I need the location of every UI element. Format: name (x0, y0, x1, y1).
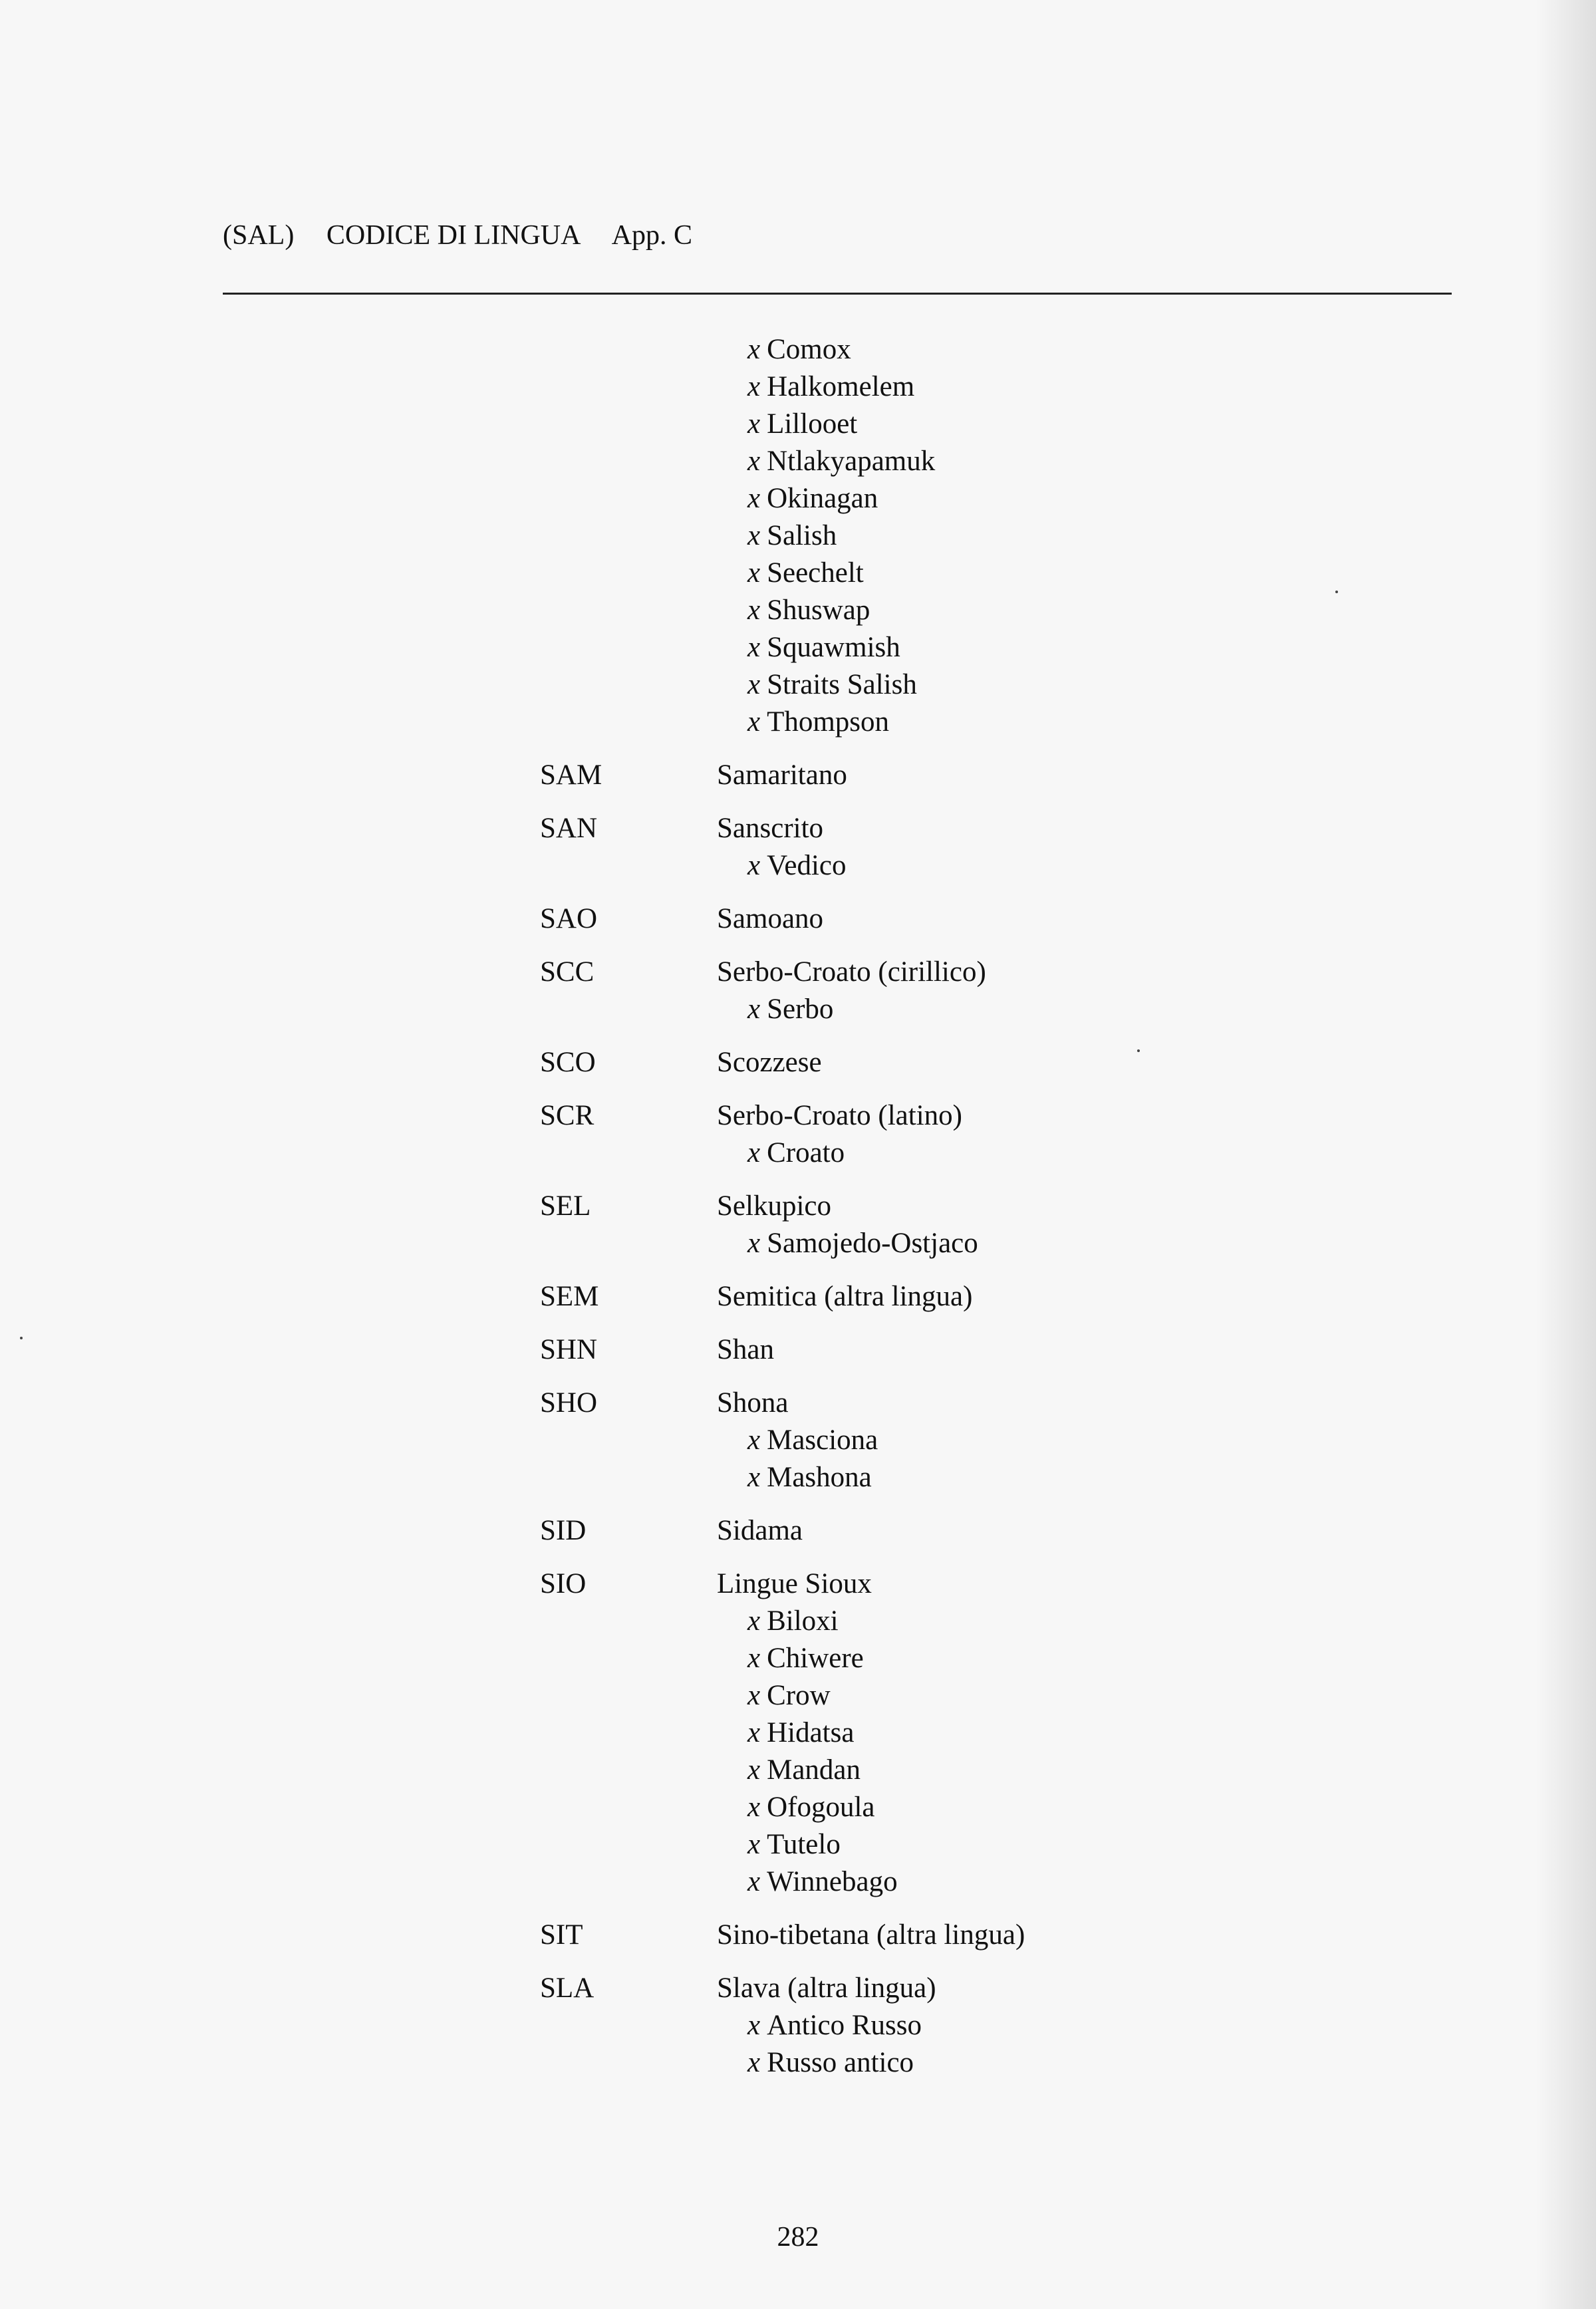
language-name: Scozzese (717, 1047, 822, 1078)
cross-reference (747, 480, 1596, 517)
cross-reference-name: Vedico (767, 850, 847, 881)
language-name: Sino-tibetana (altra lingua) (717, 1919, 1025, 1951)
language-name: Samoano (717, 903, 824, 934)
scan-speck (20, 1337, 23, 1339)
language-entry (0, 810, 1596, 884)
language-code: SIT (540, 1919, 583, 1951)
cross-reference-name: Thompson (767, 706, 890, 738)
cross-reference-marker: x (747, 334, 761, 365)
cross-reference-marker: x (747, 520, 761, 551)
cross-reference-marker: x (747, 669, 761, 700)
language-code-list (0, 331, 1596, 2098)
cross-reference-name: Hidatsa (767, 1717, 855, 1748)
cross-reference-name: Masciona (767, 1425, 878, 1456)
cross-reference-marker: x (747, 2047, 761, 2078)
language-entry (0, 331, 1596, 741)
cross-reference-marker: x (747, 1137, 761, 1168)
cross-reference (747, 1752, 1596, 1789)
cross-reference (747, 1603, 1596, 1640)
language-entry (0, 1097, 1596, 1172)
running-head (223, 219, 718, 251)
cross-reference-marker: x (747, 1829, 761, 1860)
cross-reference-marker: x (747, 994, 761, 1025)
cross-reference (747, 1714, 1596, 1752)
cross-reference (747, 704, 1596, 741)
language-code: SHO (540, 1387, 598, 1419)
cross-reference-name: Mashona (767, 1462, 872, 1493)
scan-speck (1335, 591, 1338, 593)
cross-reference-marker: x (747, 850, 761, 881)
language-entry (0, 1331, 1596, 1369)
cross-reference (747, 1677, 1596, 1714)
appendix-label: App. C (611, 220, 692, 251)
cross-reference-marker: x (747, 1717, 761, 1748)
cross-reference-marker: x (747, 1425, 761, 1456)
language-entry (0, 1385, 1596, 1496)
language-name: Sanscrito (717, 813, 824, 844)
language-entry (0, 1512, 1596, 1550)
language-name: Serbo-Croato (latino) (717, 1100, 962, 1131)
cross-reference-marker: x (747, 1605, 761, 1637)
cross-reference (747, 555, 1596, 592)
language-name: Serbo-Croato (cirillico) (717, 956, 986, 988)
language-name: Slava (altra lingua) (717, 1972, 936, 2004)
language-name: Semitica (altra lingua) (717, 1281, 973, 1312)
cross-reference-marker: x (747, 1462, 761, 1493)
cross-reference-name: Serbo (767, 994, 834, 1025)
cross-reference-name: Croato (767, 1137, 845, 1168)
cross-reference-marker: x (747, 595, 761, 626)
cross-reference-name: Winnebago (767, 1866, 898, 1897)
cross-reference-marker: x (747, 1754, 761, 1786)
cross-reference (747, 666, 1596, 704)
cross-reference (747, 1863, 1596, 1901)
language-code: SCO (540, 1047, 596, 1078)
cross-reference-name: Antico Russo (767, 2010, 922, 2041)
header-rule (223, 293, 1452, 295)
language-code: SCC (540, 956, 595, 988)
cross-reference (747, 1225, 1596, 1262)
cross-reference-name: Russo antico (767, 2047, 914, 2078)
cross-reference-marker: x (747, 371, 761, 402)
section-code: (SAL) (223, 220, 295, 251)
language-entry (0, 1970, 1596, 2082)
language-entry (0, 900, 1596, 938)
cross-reference (747, 1459, 1596, 1496)
cross-reference (747, 517, 1596, 555)
language-entry (0, 1044, 1596, 1081)
language-entry (0, 1278, 1596, 1315)
cross-reference-name: Chiwere (767, 1643, 864, 1674)
cross-reference (747, 2007, 1596, 2044)
cross-reference (747, 629, 1596, 666)
language-name: Shan (717, 1334, 774, 1365)
language-code: SHN (540, 1334, 598, 1365)
language-code: SCR (540, 1100, 595, 1131)
cross-reference (747, 1789, 1596, 1826)
cross-reference-name: Ofogoula (767, 1792, 875, 1823)
page-title: CODICE DI LINGUA (326, 220, 581, 251)
cross-reference-name: Ntlakyapamuk (767, 446, 936, 477)
scan-speck (1137, 1049, 1140, 1052)
cross-reference (747, 331, 1596, 368)
cross-reference-name: Tutelo (767, 1829, 841, 1860)
cross-reference (747, 991, 1596, 1028)
cross-reference-name: Straits Salish (767, 669, 917, 700)
cross-reference-name: Lillooet (767, 408, 858, 440)
cross-reference (747, 1135, 1596, 1172)
cross-reference-marker: x (747, 408, 761, 440)
cross-reference-name: Okinagan (767, 483, 878, 514)
cross-reference (747, 847, 1596, 884)
cross-reference-name: Samojedo-Ostjaco (767, 1228, 978, 1259)
cross-reference-name: Mandan (767, 1754, 861, 1786)
cross-reference-marker: x (747, 446, 761, 477)
language-code: SAM (540, 759, 602, 791)
cross-reference (747, 1640, 1596, 1677)
cross-reference-marker: x (747, 1228, 761, 1259)
language-code: SLA (540, 1972, 595, 2004)
language-name: Lingue Sioux (717, 1568, 872, 1599)
language-entry (0, 1917, 1596, 1954)
language-name: Selkupico (717, 1190, 831, 1222)
language-code: SEM (540, 1281, 599, 1312)
cross-reference-name: Salish (767, 520, 837, 551)
cross-reference-name: Biloxi (767, 1605, 839, 1637)
cross-reference-name: Squawmish (767, 632, 900, 663)
cross-reference (747, 1422, 1596, 1459)
cross-reference (747, 443, 1596, 480)
language-entry (0, 954, 1596, 1028)
language-code: SAN (540, 813, 598, 844)
cross-reference (747, 1826, 1596, 1863)
language-entry (0, 757, 1596, 794)
cross-reference-marker: x (747, 632, 761, 663)
cross-reference-name: Comox (767, 334, 851, 365)
cross-reference (747, 592, 1596, 629)
language-code: SID (540, 1515, 587, 1546)
cross-reference-marker: x (747, 1866, 761, 1897)
cross-reference-marker: x (747, 557, 761, 589)
language-name: Sidama (717, 1515, 803, 1546)
cross-reference-marker: x (747, 2010, 761, 2041)
language-entry (0, 1188, 1596, 1262)
cross-reference-marker: x (747, 1680, 761, 1711)
language-name: Samaritano (717, 759, 847, 791)
cross-reference (747, 406, 1596, 443)
cross-reference-name: Halkomelem (767, 371, 915, 402)
cross-reference-marker: x (747, 1643, 761, 1674)
cross-reference (747, 2044, 1596, 2082)
language-code: SEL (540, 1190, 591, 1222)
cross-reference-name: Seechelt (767, 557, 864, 589)
cross-reference-marker: x (747, 1792, 761, 1823)
language-entry (0, 1565, 1596, 1901)
cross-reference-marker: x (747, 483, 761, 514)
cross-reference-name: Crow (767, 1680, 831, 1711)
language-code: SIO (540, 1568, 587, 1599)
page-number: 282 (777, 2222, 819, 2252)
language-name: Shona (717, 1387, 789, 1419)
cross-reference-marker: x (747, 706, 761, 738)
cross-reference (747, 368, 1596, 406)
cross-reference-name: Shuswap (767, 595, 870, 626)
language-code: SAO (540, 903, 598, 934)
